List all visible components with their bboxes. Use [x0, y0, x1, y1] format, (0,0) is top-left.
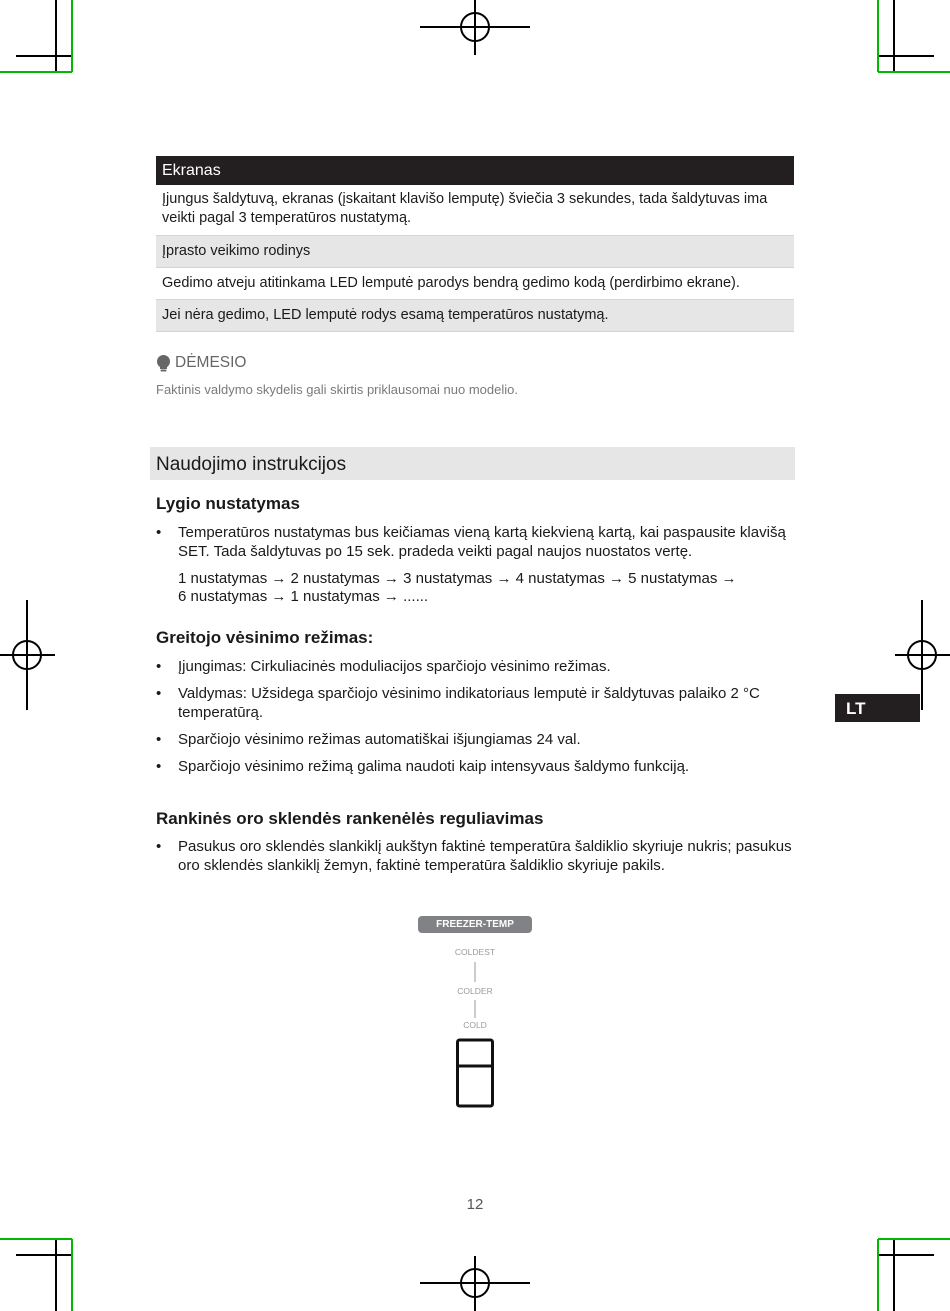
quick-cool-heading: Greitojo vėsinimo režimas:: [156, 628, 374, 647]
list-item-text: Valdymas: Užsidega sparčiojo vėsinimo indikatoriaus lemputė ir šaldytuvas palaiko 2 °C temperatūrą.: [178, 685, 760, 721]
damper-heading: Rankinės oro sklendės rankenėlės reguliavimas: [156, 809, 544, 828]
display-table-row: Įprasto veikimo rodinys: [156, 236, 794, 268]
level-label-cold: COLD: [463, 1020, 487, 1030]
list-item-text: Sparčiojo vėsinimo režimą galima naudoti kaip intensyvaus šaldymo funkciją.: [178, 758, 690, 775]
display-table-header: Ekranas: [156, 156, 794, 185]
level-label-coldest: COLDEST: [454, 947, 496, 957]
lightbulb-icon: [156, 355, 171, 372]
display-table-row: Gedimo atveju atitinkama LED lemputė parodys bendrą gedimo kodą (perdirbimo ekrane).: [156, 268, 794, 300]
sequence-line: 6 nustatymas → 1 nustatymas → ......: [178, 588, 429, 605]
display-table-row: Jei nėra gedimo, LED lemputė rodys esamą temperatūros nustatymą.: [156, 300, 794, 332]
list-item-text: Įjungimas: Cirkuliacinės moduliacijos sparčiojo vėsinimo režimas.: [178, 658, 611, 675]
level-heading: Lygio nustatymas: [156, 494, 300, 513]
note-title-text: DĖMESIO: [175, 354, 247, 371]
display-table: [156, 156, 794, 332]
bullet-marker: •: [156, 731, 162, 748]
list-item-text: Pasukus oro sklendės slankiklį aukštyn faktinė temperatūra šaldiklio skyriuje nukris; pasukus oro sklendės slankiklį žemyn, faktinė temperatūra šaldiklio skyriuje pakils.: [178, 838, 792, 874]
list-item: [156, 524, 796, 562]
page-number: 12: [466, 1196, 484, 1213]
note-title: [156, 354, 246, 372]
language-tab: LT: [835, 694, 920, 722]
bullet-marker: •: [156, 658, 162, 675]
fridge-icon: [440, 960, 510, 1112]
bullet-marker: •: [156, 758, 162, 775]
display-table-row: Įjungus šaldytuvą, ekranas (įskaitant klavišo lemputę) šviečia 3 sekundes, tada šaldytuvas ima veikti pagal 3 temperatūros nustatymą.: [156, 185, 794, 236]
level-label-colder: COLDER: [457, 986, 493, 996]
bullet-marker: •: [156, 685, 162, 702]
section-title: Naudojimo instrukcijos: [150, 447, 795, 480]
note-text: Faktinis valdymo skydelis gali skirtis priklausomai nuo modelio.: [156, 382, 518, 397]
freezer-temp-label: FREEZER-TEMP: [418, 916, 532, 933]
list-item-text: Sparčiojo vėsinimo režimas automatiškai išjungiamas 24 val.: [178, 731, 581, 748]
sequence-line: 1 nustatymas → 2 nustatymas → 3 nustatymas → 4 nustatymas → 5 nustatymas →: [178, 570, 737, 587]
bullet-marker: •: [156, 838, 162, 855]
list-item-text: Temperatūros nustatymas bus keičiamas vieną kartą kiekvieną kartą, kai paspausite klavišą SET. Tada šaldytuvas po 15 sek. pradeda veikti pagal naujos nuostatos vertę.: [178, 524, 786, 560]
bullet-marker: •: [156, 524, 162, 541]
